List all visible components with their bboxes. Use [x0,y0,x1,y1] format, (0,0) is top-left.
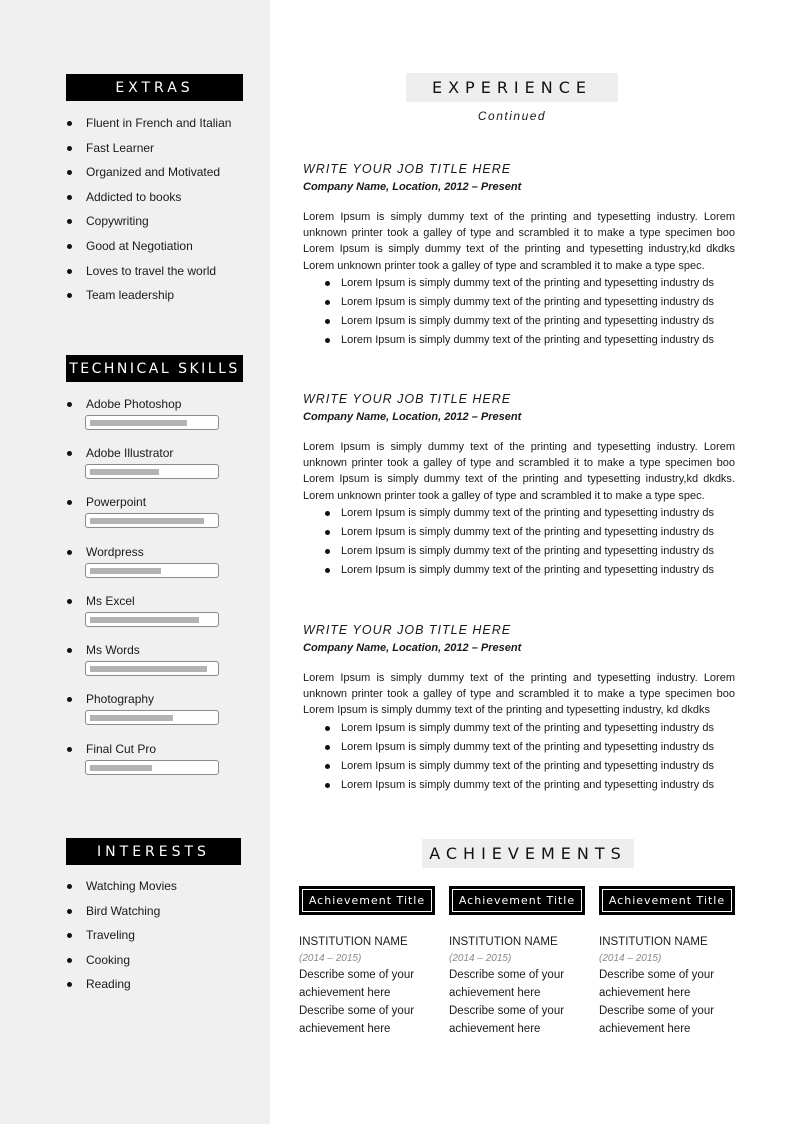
skill-item [66,642,226,676]
list-item: Lorem Ipsum is simply dummy text of the printing and typesetting industry ds [321,293,735,312]
achievement-desc: Describe some of your achievement here [599,969,715,999]
achievement-card [449,886,585,1038]
list-item: Lorem Ipsum is simply dummy text of the printing and typesetting industry ds [321,542,735,561]
list-item: Lorem Ipsum is simply dummy text of the printing and typesetting industry ds [321,757,735,776]
skill-level-fill [90,469,159,475]
skill-level-bar [85,563,219,578]
skill-name: Wordpress [66,544,226,560]
job-bullets [321,719,735,795]
job-entry [303,622,735,795]
list-item: Lorem Ipsum is simply dummy text of the printing and typesetting industry ds [321,274,735,293]
skill-name: Photography [66,691,226,707]
achievement-body [599,933,735,1038]
list-item: Lorem Ipsum is simply dummy text of the printing and typesetting industry ds [321,331,735,350]
list-item: Bird Watching [66,903,177,928]
job-title: WRITE YOUR JOB TITLE HERE [303,392,512,406]
list-item: Lorem Ipsum is simply dummy text of the printing and typesetting industry ds [321,738,735,757]
job-entry [303,391,735,580]
skill-level-fill [90,420,187,426]
list-item: Good at Negotiation [66,238,231,263]
job-bullets [321,504,735,580]
achievement-desc: Describe some of your achievement here [449,1005,565,1035]
skill-level-fill [90,765,152,771]
institution-name: INSTITUTION NAME [449,936,558,948]
skill-level-fill [90,518,204,524]
experience-subtitle: Continued [477,109,547,123]
skill-item [66,396,226,430]
skill-level-bar [85,612,219,627]
achievement-desc: Describe some of your achievement here [299,969,415,999]
achievement-desc: Describe some of your achievement here [299,1005,415,1035]
skill-level-fill [90,715,173,721]
job-description: Lorem Ipsum is simply dummy text of the printing and typesetting industry. Lorem unknown printer took a galley of type and scrambled it to make a type specimen boo Lorem Ipsum is simply dummy text of the printing and typesetting industry, kd dkdks [303,672,735,717]
job-entry [303,161,735,350]
job-title: WRITE YOUR JOB TITLE HERE [303,623,512,637]
list-item: Organized and Motivated [66,164,231,189]
skill-level-bar [85,710,219,725]
achievement-body [299,933,435,1038]
list-item: Fluent in French and Italian [66,115,231,140]
skill-name: Powerpoint [66,494,226,510]
list-item: Cooking [66,952,177,977]
achievement-years: (2014 – 2015) [599,953,662,964]
skill-level-bar [85,513,219,528]
institution-name: INSTITUTION NAME [299,936,408,948]
list-item: Lorem Ipsum is simply dummy text of the printing and typesetting industry ds [321,776,735,795]
list-item: Team leadership [66,287,231,312]
skill-level-bar [85,464,219,479]
job-bullets [321,274,735,350]
skill-item [66,593,226,627]
sidebar [0,0,270,1124]
list-item: Copywriting [66,213,231,238]
skill-item [66,445,226,479]
achievement-card [299,886,435,1038]
achievement-desc: Describe some of your achievement here [599,1005,715,1035]
skill-name: Ms Excel [66,593,226,609]
skill-level-bar [85,760,219,775]
technical-skills-heading: TECHNICAL SKILLS [66,355,243,382]
list-item: Fast Learner [66,140,231,165]
extras-heading: EXTRAS [66,74,243,101]
achievement-card [599,886,735,1038]
skill-item [66,544,226,578]
list-item: Addicted to books [66,189,231,214]
list-item: Lorem Ipsum is simply dummy text of the printing and typesetting industry ds [321,523,735,542]
skill-item [66,691,226,725]
achievement-body [449,933,585,1038]
institution-name: INSTITUTION NAME [599,936,708,948]
list-item: Lorem Ipsum is simply dummy text of the printing and typesetting industry ds [321,312,735,331]
skill-level-fill [90,666,207,672]
skill-item [66,494,226,528]
job-company: Company Name, Location, 2012 – Present [303,181,522,193]
list-item: Lorem Ipsum is simply dummy text of the printing and typesetting industry ds [321,719,735,738]
experience-heading: EXPERIENCE [406,73,618,102]
job-description: Lorem Ipsum is simply dummy text of the printing and typesetting industry. Lorem unknown printer took a galley of type and scrambled it to make a type specimen boo Lorem Ipsum is simply dummy text of the printing and typesetting industry,kd dkdks. Lorem unknown printer took a galley of type and scrambled it to make a type spec. [303,441,735,502]
list-item: Lorem Ipsum is simply dummy text of the printing and typesetting industry ds [321,504,735,523]
skill-item [66,741,226,775]
skill-level-bar [85,661,219,676]
skill-name: Adobe Photoshop [66,396,226,412]
achievement-title: Achievement Title [449,886,585,915]
interests-list [66,878,177,1001]
achievement-years: (2014 – 2015) [299,953,362,964]
skill-level-bar [85,415,219,430]
job-title: WRITE YOUR JOB TITLE HERE [303,162,512,176]
achievement-years: (2014 – 2015) [449,953,512,964]
list-item: Lorem Ipsum is simply dummy text of the printing and typesetting industry ds [321,561,735,580]
achievements-heading: ACHIEVEMENTS [422,839,634,868]
job-company: Company Name, Location, 2012 – Present [303,642,522,654]
job-description: Lorem Ipsum is simply dummy text of the printing and typesetting industry. Lorem unknown printer took a galley of type and scrambled it to make a type specimen boo Lorem Ipsum is simply dummy text of the printing and typesetting industry,kd dkdks Lorem unknown printer took a galley of type and scrambled it to make a type spec. [303,211,735,272]
extras-list [66,115,231,312]
list-item: Watching Movies [66,878,177,903]
skill-level-fill [90,568,161,574]
achievement-title: Achievement Title [299,886,435,915]
skill-level-fill [90,617,199,623]
job-company: Company Name, Location, 2012 – Present [303,411,522,423]
skill-name: Ms Words [66,642,226,658]
achievement-desc: Describe some of your achievement here [449,969,565,999]
skill-name: Final Cut Pro [66,741,226,757]
achievement-title: Achievement Title [599,886,735,915]
list-item: Loves to travel the world [66,263,231,288]
interests-heading: INTERESTS [66,838,241,865]
list-item: Traveling [66,927,177,952]
list-item: Reading [66,976,177,1001]
skill-name: Adobe Illustrator [66,445,226,461]
